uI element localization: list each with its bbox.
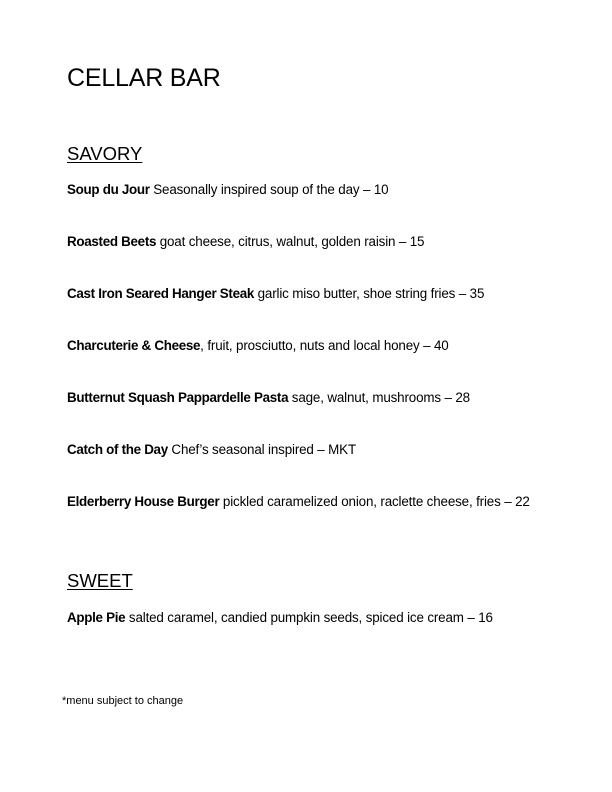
menu-item-name: Roasted Beets: [67, 234, 157, 249]
menu-item-soup-du-jour: [67, 181, 530, 198]
menu-item-description: , fruit, prosciutto, nuts and local honey – 40: [200, 338, 449, 353]
menu-item-name: Apple Pie: [67, 610, 126, 625]
menu-item-description: sage, walnut, mushrooms – 28: [288, 390, 470, 405]
menu-item-description: goat cheese, citrus, walnut, golden raisin – 15: [156, 234, 425, 249]
menu-item-description: Seasonally inspired soup of the day – 10: [149, 182, 389, 197]
menu-item-name: Soup du Jour: [67, 182, 150, 197]
menu-item-hanger-steak: [67, 285, 530, 302]
page-title: CELLAR BAR: [67, 64, 221, 92]
menu-item-name: Elderberry House Burger: [67, 494, 220, 509]
menu-item-name: Butternut Squash Pappardelle Pasta: [67, 390, 289, 405]
menu-item-pappardelle: [67, 389, 530, 406]
menu-item-name: Cast Iron Seared Hanger Steak: [67, 286, 255, 301]
menu-item-description: salted caramel, candied pumpkin seeds, spiced ice cream – 16: [125, 610, 493, 625]
menu-item-house-burger: [67, 493, 530, 510]
menu-item-name: Catch of the Day: [67, 442, 168, 457]
menu-item-description: garlic miso butter, shoe string fries – 35: [254, 286, 485, 301]
menu-item-roasted-beets: [67, 233, 530, 250]
section-heading-sweet: SWEET: [67, 570, 133, 591]
menu-item-description: pickled caramelized onion, raclette cheese, fries – 22: [219, 494, 530, 509]
savory-menu-list: [67, 181, 530, 545]
sweet-menu-list: [67, 609, 493, 661]
menu-disclaimer: *menu subject to change: [62, 695, 184, 707]
menu-item-apple-pie: [67, 609, 493, 626]
menu-item-charcuterie: [67, 337, 530, 354]
menu-item-catch-of-the-day: [67, 441, 530, 458]
menu-item-description: Chef’s seasonal inspired – MKT: [167, 442, 356, 457]
menu-item-name: Charcuterie & Cheese: [67, 338, 201, 353]
section-heading-savory: SAVORY: [67, 143, 143, 164]
